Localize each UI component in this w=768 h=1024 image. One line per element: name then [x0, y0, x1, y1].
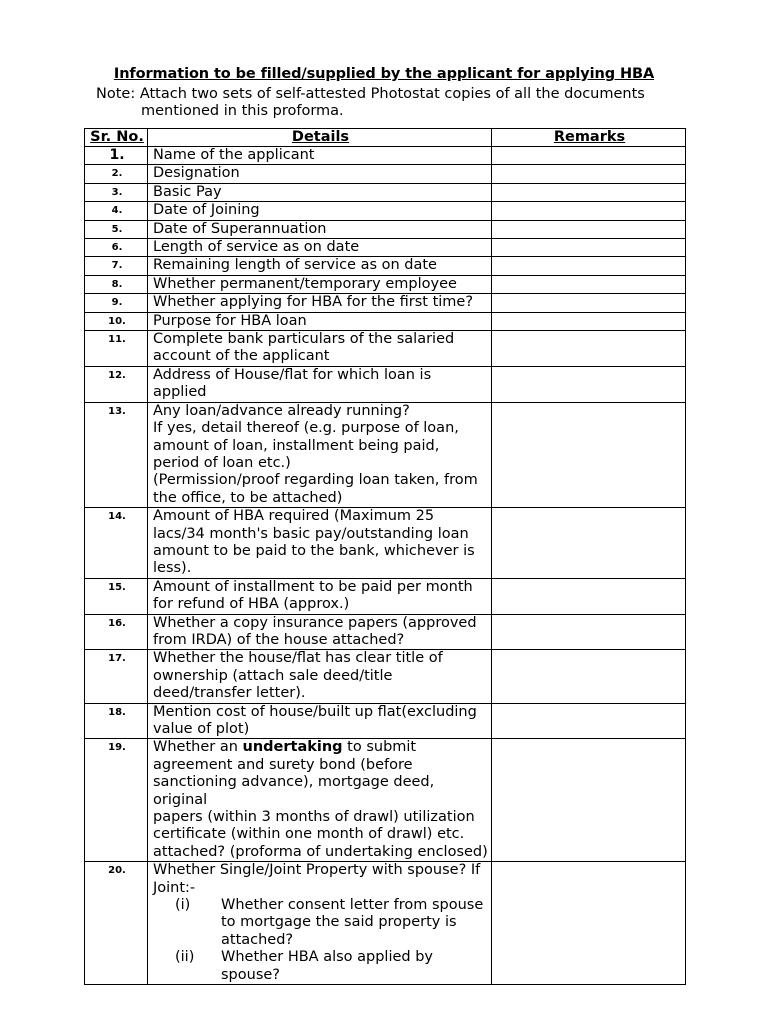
row-remarks[interactable]	[492, 366, 686, 402]
sub-item-number: (i)	[175, 897, 191, 914]
table-row	[85, 578, 686, 614]
table-row	[85, 862, 686, 985]
row-details: Basic Pay	[148, 183, 492, 201]
row-details: Date of Joining	[148, 202, 492, 220]
row-details: Length of service as on date	[148, 239, 492, 257]
row-details: Whether the house/flat has clear title of ownership (attach sale deed/title deed/transfer letter).	[148, 650, 492, 703]
row-details: Whether permanent/temporary employee	[148, 275, 492, 293]
row-remarks[interactable]	[492, 331, 686, 367]
row-details: Date of Superannuation	[148, 220, 492, 238]
row-remarks[interactable]	[492, 739, 686, 862]
details-text: to submit agreement and surety bond (before sanctioning advance), mortgage deed, original papers (within 3 months of drawl) utilization certificate (within one month of drawl) etc. attached? (proforma of undertaking enclosed)	[153, 739, 488, 860]
hba-information-table	[84, 128, 686, 985]
row-remarks[interactable]	[492, 202, 686, 220]
sub-item	[175, 897, 488, 949]
row-sr-no: 18.	[85, 703, 148, 739]
table-row	[85, 402, 686, 507]
sub-item-text: Whether consent letter from spouse to mortgage the said property is attached?	[221, 897, 484, 948]
row-remarks[interactable]	[492, 183, 686, 201]
row-sr-no: 6.	[85, 239, 148, 257]
sub-item-text: Whether HBA also applied by spouse?	[221, 949, 434, 983]
table-row	[85, 220, 686, 238]
table-row	[85, 183, 686, 201]
row-sr-no: 13.	[85, 402, 148, 507]
row-sr-no: 4.	[85, 202, 148, 220]
row-sr-no: 16.	[85, 614, 148, 650]
row-sr-no: 17.	[85, 650, 148, 703]
note-line-1: Note: Attach two sets of self-attested Photostat copies of all the documents	[96, 86, 645, 102]
row-details: Any loan/advance already running? If yes, detail thereof (e.g. purpose of loan, amount of loan, installment being paid, period of loan etc.) (Permission/proof regarding loan taken, from the office, to be attached)	[148, 402, 492, 507]
row-sr-no: 12.	[85, 366, 148, 402]
row-remarks[interactable]	[492, 147, 686, 165]
row-details: Complete bank particulars of the salaried account of the applicant	[148, 331, 492, 367]
row-sr-no: 20.	[85, 862, 148, 985]
row-remarks[interactable]	[492, 578, 686, 614]
row-remarks[interactable]	[492, 220, 686, 238]
row-remarks[interactable]	[492, 275, 686, 293]
table-row	[85, 703, 686, 739]
row-details	[148, 862, 492, 985]
row-details: Amount of installment to be paid per month for refund of HBA (approx.)	[148, 578, 492, 614]
row-sr-no: 7.	[85, 257, 148, 275]
row-sr-no: 8.	[85, 275, 148, 293]
details-text: Whether Single/Joint Property with spouse? If Joint:-	[153, 862, 481, 896]
document-title: Information to be filled/supplied by the applicant for applying HBA	[113, 66, 655, 82]
row-sr-no: 19.	[85, 739, 148, 862]
row-details: Mention cost of house/built up flat(excluding value of plot)	[148, 703, 492, 739]
row-remarks[interactable]	[492, 402, 686, 507]
row-details: Designation	[148, 165, 492, 183]
row-remarks[interactable]	[492, 650, 686, 703]
details-text: Whether an	[153, 739, 243, 756]
note	[96, 86, 696, 120]
row-remarks[interactable]	[492, 508, 686, 579]
table-row	[85, 294, 686, 312]
table-row	[85, 257, 686, 275]
table-header-row	[85, 129, 686, 147]
row-sr-no: 11.	[85, 331, 148, 367]
header-remarks: Remarks	[492, 129, 686, 147]
table-row	[85, 614, 686, 650]
header-sr-no: Sr. No.	[85, 129, 148, 147]
details-bold-text: undertaking	[242, 739, 343, 756]
header-details: Details	[148, 129, 492, 147]
row-details: Amount of HBA required (Maximum 25 lacs/34 month's basic pay/outstanding loan amount to be paid to the bank, whichever is less).	[148, 508, 492, 579]
row-details: Purpose for HBA loan	[148, 312, 492, 330]
row-sr-no: 2.	[85, 165, 148, 183]
table-row	[85, 312, 686, 330]
table-row	[85, 331, 686, 367]
table-row	[85, 650, 686, 703]
table-row	[85, 275, 686, 293]
row-sr-no: 3.	[85, 183, 148, 201]
row-sr-no: 10.	[85, 312, 148, 330]
table-row	[85, 202, 686, 220]
row-remarks[interactable]	[492, 703, 686, 739]
table-row	[85, 147, 686, 165]
row-sr-no: 15.	[85, 578, 148, 614]
row-sr-no: 14.	[85, 508, 148, 579]
table-row	[85, 239, 686, 257]
row-remarks[interactable]	[492, 294, 686, 312]
row-remarks[interactable]	[492, 862, 686, 985]
table-row	[85, 739, 686, 862]
sub-item	[175, 949, 488, 984]
table-row	[85, 366, 686, 402]
row-remarks[interactable]	[492, 165, 686, 183]
row-sr-no: 5.	[85, 220, 148, 238]
row-details: Name of the applicant	[148, 147, 492, 165]
row-sr-no: 9.	[85, 294, 148, 312]
row-sr-no: 1.	[85, 147, 148, 165]
row-details: Whether a copy insurance papers (approved from IRDA) of the house attached?	[148, 614, 492, 650]
row-details: Whether applying for HBA for the first time?	[148, 294, 492, 312]
row-remarks[interactable]	[492, 312, 686, 330]
row-remarks[interactable]	[492, 239, 686, 257]
note-line-2: mentioned in this proforma.	[141, 103, 344, 119]
table-row	[85, 165, 686, 183]
row-details: Remaining length of service as on date	[148, 257, 492, 275]
row-details: Address of House/flat for which loan is applied	[148, 366, 492, 402]
row-details	[148, 739, 492, 862]
row-remarks[interactable]	[492, 614, 686, 650]
table-row	[85, 508, 686, 579]
row-remarks[interactable]	[492, 257, 686, 275]
sub-item-number: (ii)	[175, 949, 195, 966]
